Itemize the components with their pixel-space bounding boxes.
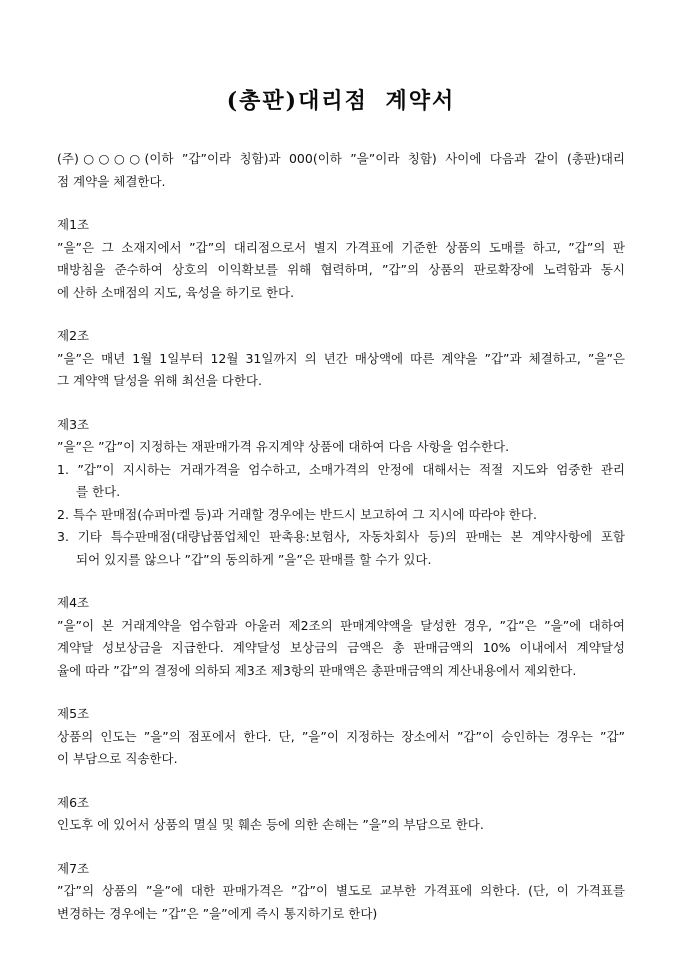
- sections-container: [57, 214, 625, 925]
- text-line: (주)○○○○(이하 ”갑”이라 칭함)과 000(이하 ”을”이라 칭함) 사이에 다음과 같이 (총판)대리: [57, 151, 625, 166]
- text-line: 점 계약을 체결한다.: [57, 173, 166, 189]
- text-line: 1. ”갑”이 지시하는 거래가격을 엄수하고, 소매가격의 안정에 대해서는 적절 지도와 엄중한 관리: [57, 461, 625, 477]
- text-line: 상품의 인도는 ”을”의 점포에서 한다. 단, ”을”이 지정하는 장소에서 ”갑”이 승인하는 경우는 ”갑”: [57, 728, 625, 744]
- section-7: [57, 858, 625, 926]
- section-heading: 제1조: [57, 217, 90, 232]
- text-line: 2. 특수 판매점(슈퍼마켙 등)과 거래할 경우에는 반드시 보고하여 그 지시에 따라야 한다.: [57, 506, 537, 522]
- section-4: [57, 592, 625, 682]
- text-line: 되어 있지를 않으나 ”갑”의 동의하게 ”을”은 판매를 할 수가 있다.: [76, 551, 432, 567]
- section-5: [57, 703, 625, 771]
- section-heading: 제5조: [57, 706, 90, 721]
- text-line: 인도후 에 있어서 상품의 멸실 및 훼손 등에 의한 손해는 ”을”의 부담으로 한다.: [57, 817, 484, 832]
- text-line: 변경하는 경우에는 ”갑”은 ”을”에게 즉시 통지하기로 한다): [57, 905, 378, 921]
- intro-paragraph: [57, 148, 625, 193]
- text-line: 에 산하 소매점의 지도, 육성을 하기로 한다.: [57, 284, 295, 300]
- text-line: ”을”은 ”갑”이 지정하는 재판매가격 유지계약 상품에 대하여 다음 사항을 엄수한다.: [57, 439, 510, 454]
- document-title: (총판)대리점 계약서: [226, 88, 456, 114]
- section-heading: 제4조: [57, 595, 90, 610]
- text-line: 를 한다.: [76, 484, 121, 499]
- text-line: 그 계약액 달성을 위해 최선을 다한다.: [57, 373, 262, 388]
- section-6: [57, 792, 625, 837]
- text-line: 3. 기타 특수판매점(대량납품업체인 판촉용:보험사, 자동차회사 등)의 판매는 본 계약사항에 포함: [57, 529, 625, 544]
- section-heading: 제3조: [57, 416, 90, 432]
- section-3: [57, 414, 625, 572]
- text-line: 율에 따라 ”갑”의 결정에 의하되 제3조 제3항의 판매액은 총판매금액의 계산내용에서 제외한다.: [57, 662, 577, 678]
- text-line: ”을”은 그 소재지에서 ”갑”의 대리점으로서 별지 가격표에 기준한 상품의 도매를 하고, ”갑”의 판: [57, 239, 625, 255]
- text-line: 이 부담으로 직송한다.: [57, 751, 178, 766]
- text-line: ”갑”의 상품의 ”을”에 대한 판매가격은 ”갑”이 별도로 교부한 가격표에 의한다. (단, 이 가격표를: [57, 883, 625, 898]
- section-heading: 제6조: [57, 794, 90, 810]
- section-heading: 제7조: [57, 860, 90, 876]
- section-heading: 제2조: [57, 328, 90, 343]
- section-1: [57, 214, 625, 304]
- text-line: 계약달 성보상금을 지급한다. 계약달성 보상금의 금액은 총 판매금액의 10% 이내에서 계약달성: [57, 640, 625, 655]
- section-2: [57, 325, 625, 393]
- text-line: ”을”이 본 거래계약을 엄수함과 아울러 제2조의 판매계약액을 달성한 경우, ”갑”은 ”을”에 대하여: [57, 617, 625, 633]
- text-line: ”을”은 매년 1월 1일부터 12월 31일까지 의 년간 매상액에 따른 계약을 ”갑”과 체결하고, ”을”은: [57, 350, 625, 366]
- text-line: 매방침을 준수하여 상호의 이익확보를 위해 협력하며, ”갑”의 상품의 판로확장에 노력함과 동시: [57, 262, 625, 277]
